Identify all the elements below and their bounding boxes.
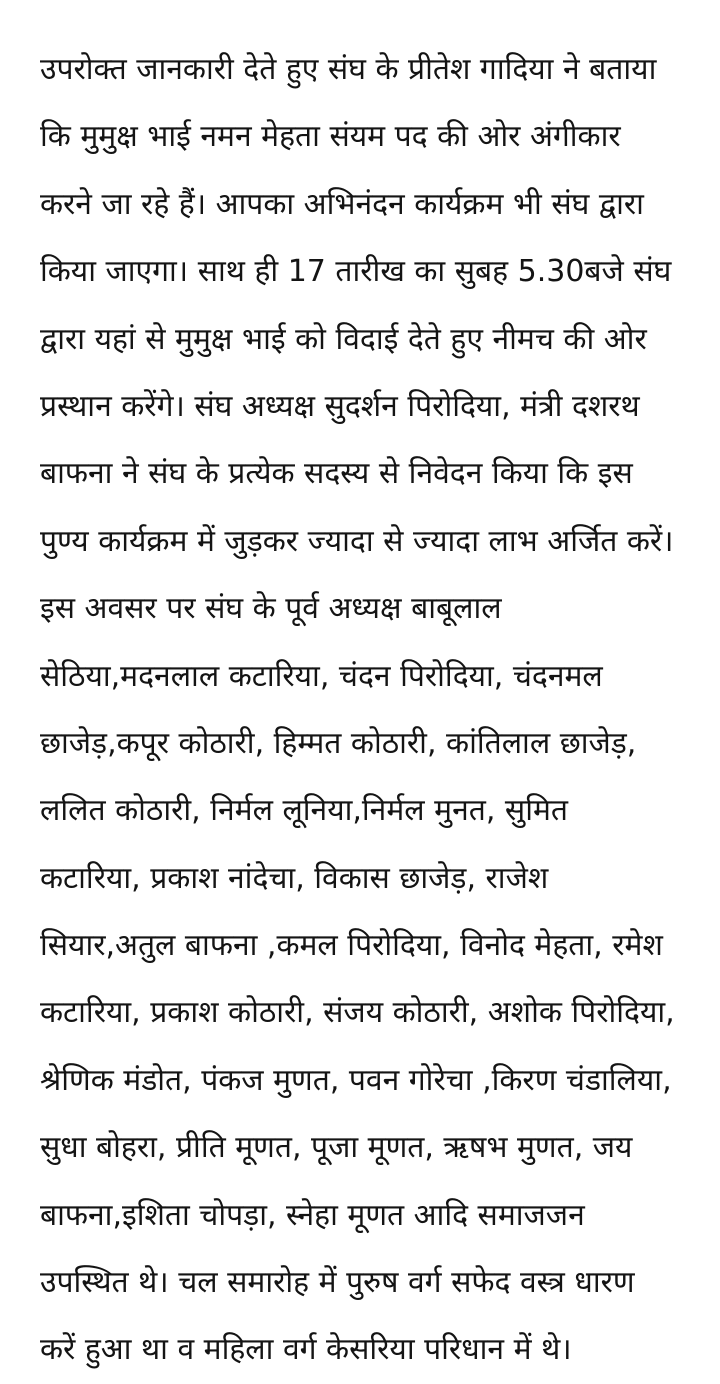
article-line: बाफना ने संघ के प्रत्येक सदस्य से निवेदन किया कि इस bbox=[40, 456, 633, 492]
article-line: द्वारा यहां से मुमुक्ष भाई को विदाई देते हुए नीमच की ओर bbox=[40, 321, 647, 357]
article-line: सुधा बोहरा, प्रीति मूणत, पूजा मूणत, ऋषभ मुणत, जय bbox=[40, 1130, 633, 1166]
article-line: उपस्थित थे। चल समारोह में पुरुष वर्ग सफेद वस्त्र धारण bbox=[40, 1265, 635, 1301]
article-line: पुण्य कार्यक्रम में जुड़कर ज्यादा से ज्यादा लाभ अर्जित करें। bbox=[40, 523, 674, 559]
article-line: करें हुआ था व महिला वर्ग केसरिया परिधान में थे। bbox=[40, 1332, 572, 1368]
article-line: सेठिया,मदनलाल कटारिया, चंदन पिरोदिया, चंदनमल bbox=[40, 658, 603, 694]
article-line: ललित कोठारी, निर्मल लूनिया,निर्मल मुनत, सुमित bbox=[40, 793, 568, 829]
article-line: उपरोक्त जानकारी देते हुए संघ के प्रीतेश गादिया ने बताया bbox=[40, 52, 657, 87]
article-line: कटारिया, प्रकाश कोठारी, संजय कोठारी, अशोक पिरोदिया, bbox=[40, 995, 675, 1031]
article-line: करने जा रहे हैं। आपका अभिनंदन कार्यक्रम भी संघ द्वारा bbox=[40, 186, 644, 222]
article-line: प्रस्थान करेंगे। संघ अध्यक्ष सुदर्शन पिरोदिया, मंत्री दशरथ bbox=[40, 388, 640, 424]
article-line: सियार,अतुल बाफना ,कमल पिरोदिया, विनोद मेहता, रमेश bbox=[40, 928, 663, 964]
article-line: बाफना,इशिता चोपड़ा, स्नेहा मूणत आदि समाजजन bbox=[40, 1197, 585, 1233]
article-line: छाजेड़,कपूर कोठारी, हिम्मत कोठारी, कांतिलाल छाजेड़, bbox=[40, 725, 637, 761]
article-line: श्रेणिक मंडोत, पंकज मुणत, पवन गोरेचा ,किरण चंडालिया, bbox=[40, 1062, 672, 1098]
article-line: किया जाएगा। साथ ही 17 तारीख का सुबह 5.30बजे संघ bbox=[40, 254, 672, 290]
article-line: इस अवसर पर संघ के पूर्व अध्यक्ष बाबूलाल bbox=[40, 591, 502, 627]
article-line: कि मुमुक्ष भाई नमन मेहता संयम पद की ओर अंगीकार bbox=[40, 119, 621, 155]
article-body bbox=[40, 36, 700, 1384]
article-line: कटारिया, प्रकाश नांदेचा, विकास छाजेड़, राजेश bbox=[40, 860, 549, 896]
